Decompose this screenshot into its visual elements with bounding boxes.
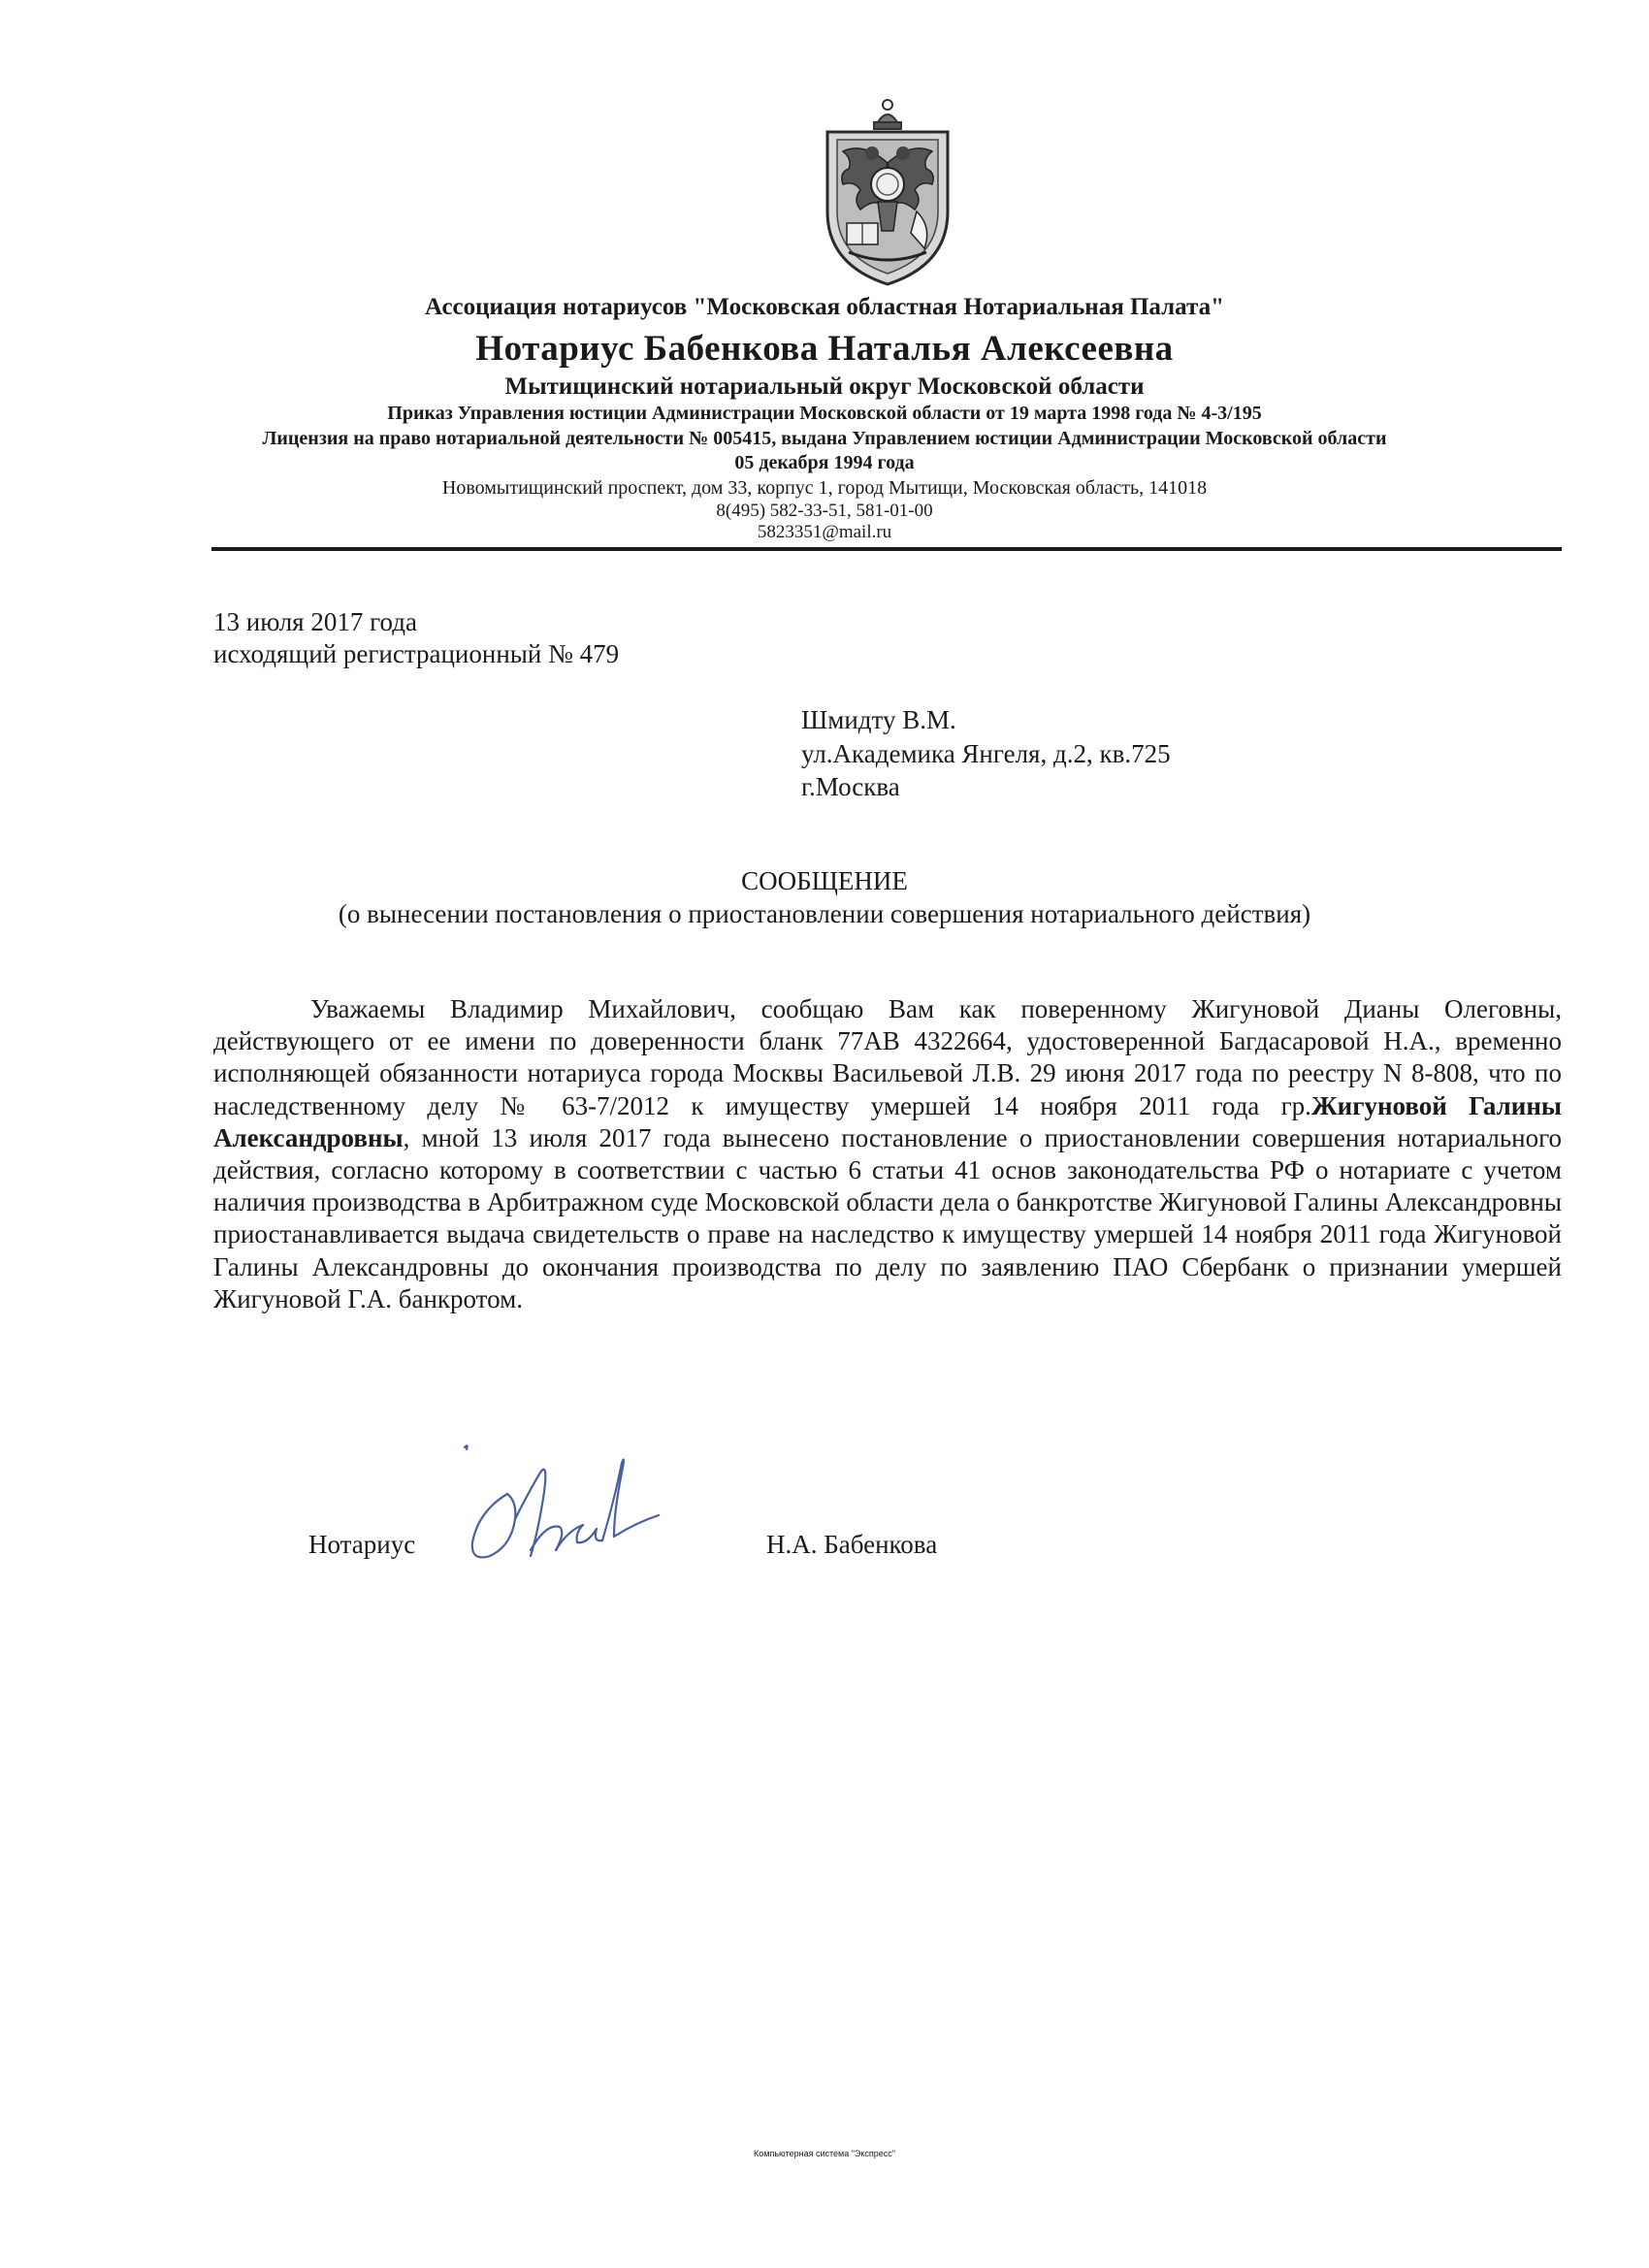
handwritten-signature-icon	[451, 1434, 674, 1579]
header-divider	[211, 547, 1562, 551]
office-address: Новомытищинский проспект, дом 33, корпус 1, город Мытищи, Московская область, 141018	[441, 477, 1208, 499]
office-phone: 8(495) 582-33-51, 581-01-00	[716, 501, 933, 521]
signature-label: Нотариус	[308, 1530, 416, 1559]
recipient-name: Шмидту В.М.	[801, 705, 956, 734]
license-date: 05 декабря 1994 года	[734, 452, 915, 473]
recipient-street: ул.Академика Янгеля, д.2, кв.725	[801, 739, 1171, 768]
message-body-part1: Уважаемы Владимир Михайлович, сообщаю Вам как поверенному Жигуновой Дианы Олеговны, действующего от ее имени по доверенности бланк 77АВ 4322664, удостоверенной Багдасаровой Н.А., временно исполняющей обязанности нотариуса города Москвы Васильевой Л.В. 29 июня 2017 года по реестру N 8-808, что по наследственному делу № 63-7/2012 к имуществу умершей 14 ноября 2011 года гр.	[213, 994, 1562, 1120]
notary-district: Мытищинский нотариальный округ Московской области	[504, 373, 1145, 400]
message-subtitle: (о вынесении постановления о приостановлении совершения нотариального действия)	[338, 899, 1311, 928]
association-name: Ассоциация нотариусов "Московская областная Нотариальная Палата"	[425, 294, 1224, 320]
license-reference: Лицензия на право нотариальной деятельности № 005415, выдана Управлением юстиции Администрации Московской области	[262, 428, 1387, 449]
recipient-city: г.Москва	[801, 772, 900, 801]
message-title: СООБЩЕНИЕ	[741, 866, 908, 895]
message-body-part2: , мной 13 июля 2017 года вынесено постановление о приостановлении совершения нотариального действия, согласно которому в соответствии с частью 6 статьи 41 основ законодательства РФ о нотариате с учетом наличия производства в Арбитражном суде Московской области дела о банкротстве Жигуновой Галины Александровны приостанавливается выдача свидетельств о праве на наследство к имуществу умершей 14 ноября 2011 года Жигуновой Галины Александровны до окончания производства по делу по заявлению ПАО Сбербанк о признании умершей Жигуновой Г.А. банкротом.	[213, 1122, 1562, 1313]
signatory-name: Н.А. Бабенкова	[766, 1530, 938, 1559]
notary-name: Нотариус Бабенкова Наталья Алексеевна	[475, 329, 1174, 369]
office-email: 5823351@mail.ru	[757, 522, 892, 542]
footer-system-note: Компьютерная система "Экспресс"	[754, 2149, 895, 2158]
registration-number: исходящий регистрационный № 479	[213, 639, 620, 668]
letter-date: 13 июля 2017 года	[213, 607, 417, 636]
notary-emblem-icon	[810, 95, 965, 289]
message-body	[213, 993, 1562, 1315]
order-reference: Приказ Управления юстиции Администрации Московской области от 19 марта 1998 года № 4-3/195	[387, 403, 1262, 424]
message-body-bold-name: Жигуновой Галины Александровны	[213, 1090, 1562, 1152]
